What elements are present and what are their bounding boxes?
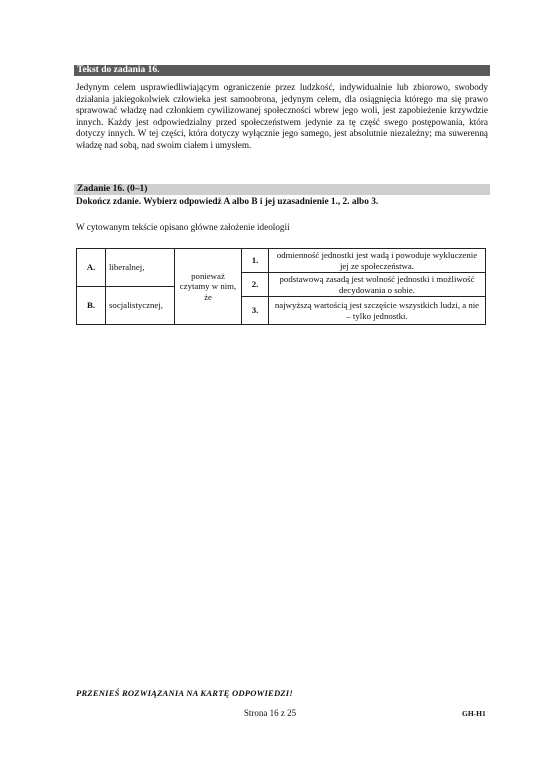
option-letter-b: B. xyxy=(77,287,106,325)
task-header: Zadanie 16. (0–1) xyxy=(74,184,490,195)
reason-text-2: podstawową zasadą jest wolność jednostki i możliwość decydowania o sobie. xyxy=(269,273,486,297)
text-section-header: Tekst do zadania 16. xyxy=(74,65,490,76)
source-passage: Jedynym celem usprawiedliwiającym ograniczenie przez ludzkość, indywidualnie lub zbiorowo, swobody działania jakiegokolwiek człowieka jest samoobrona, jedynym celem, dla osiągnięcia którego ma się prawo sprawować władzę nad członkiem cywilizowanej społeczności wbrew jego woli, jest zapobieżenie krzywdzie innych. Każdy jest odpowiedzialny przed społeczeństwem jedynie za tę część swego postępowania, która dotyczy innych. W tej części, która dotyczy wyłącznie jego samego, jest absolutnie niezależny; ma suwerenną władzę nad sobą, nad swoim ciałem i umysłem. xyxy=(76,82,488,150)
reason-number-3: 3. xyxy=(242,297,269,325)
exam-code: GH-H1 xyxy=(462,709,486,718)
reason-text-1: odmienność jednostki jest wadą i powoduje wykluczenie jej ze społeczeństwa. xyxy=(269,249,486,273)
task-instruction: Dokończ zdanie. Wybierz odpowiedź A albo B i jej uzasadnienie 1., 2. albo 3. xyxy=(76,197,379,207)
transfer-answers-note: PRZENIEŚ ROZWIĄZANIA NA KARTĘ ODPOWIEDZI! xyxy=(76,688,293,698)
page-number: Strona 16 z 25 xyxy=(243,708,297,718)
reason-number-2: 2. xyxy=(242,273,269,297)
task-intro: W cytowanym tekście opisano główne założenie ideologii xyxy=(76,222,290,232)
option-letter-a: A. xyxy=(77,249,106,287)
connector-text: ponieważ czytamy w nim, że xyxy=(175,249,242,325)
option-text-b: socjalistycznej, xyxy=(106,287,175,325)
reason-text-3: najwyższą wartością jest szczęście wszystkich ludzi, a nie – tylko jednostki. xyxy=(269,297,486,325)
answer-table xyxy=(76,248,486,325)
reason-number-1: 1. xyxy=(242,249,269,273)
option-text-a: liberalnej, xyxy=(106,249,175,287)
